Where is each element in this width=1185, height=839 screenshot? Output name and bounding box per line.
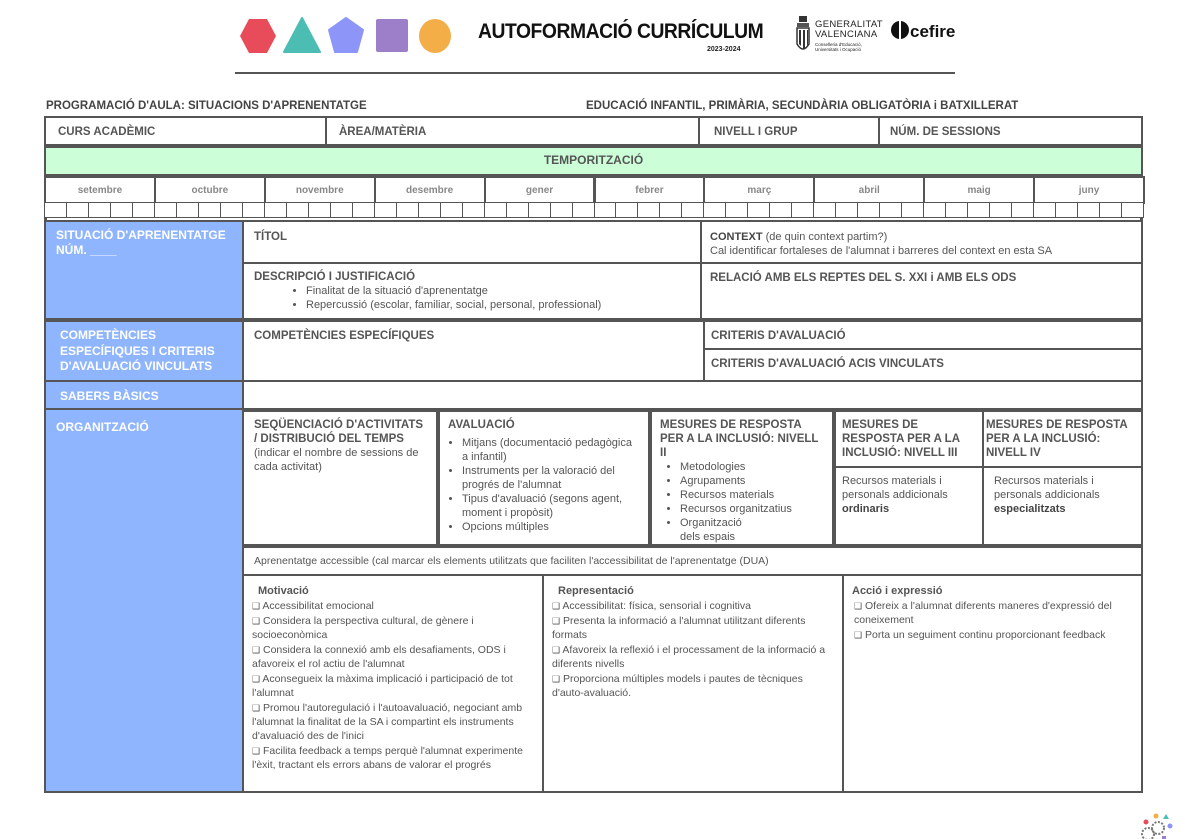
week-cell[interactable] bbox=[659, 202, 682, 218]
week-cell[interactable] bbox=[528, 202, 551, 218]
checkbox-icon[interactable]: ❑ bbox=[552, 601, 561, 611]
descripcio-label: DESCRIPCIÓ I JUSTIFICACIÓ bbox=[254, 271, 416, 283]
week-cell[interactable] bbox=[747, 202, 770, 218]
week-cell[interactable] bbox=[396, 202, 419, 218]
week-cell[interactable] bbox=[418, 202, 441, 218]
week-cell[interactable] bbox=[352, 202, 375, 218]
competencies-label: COMPETÈNCIES ESPECÍFIQUES I CRITERIS D'AVALUACIÓ VINCULATS bbox=[60, 328, 215, 373]
week-cell[interactable] bbox=[769, 202, 792, 218]
dua-checklist-item[interactable] bbox=[252, 614, 534, 642]
week-cell[interactable] bbox=[1055, 202, 1078, 218]
avaluacio-item: • Opcions múltiples bbox=[462, 520, 640, 534]
avaluacio-title: AVALUACIÓ bbox=[448, 419, 515, 431]
checkbox-icon[interactable]: ❑ bbox=[252, 616, 261, 626]
inclusio-nivell2-field[interactable] bbox=[650, 410, 834, 546]
inclusio-nivell4-field[interactable] bbox=[982, 466, 1143, 546]
week-cell[interactable] bbox=[66, 202, 89, 218]
inclusio-nivell4-title: MESURES DE RESPOSTA PER A LA INCLUSIÓ: NIVELL IV bbox=[986, 419, 1128, 459]
checklist-text: Afavoreix la reflexió i el processament de la informació a diferents nivells bbox=[552, 644, 826, 670]
motivacio-panel bbox=[242, 574, 544, 793]
checklist-text: Considera la perspectiva cultural, de gènere i socioeconòmica bbox=[252, 615, 474, 641]
gva-line1: GENERALITAT bbox=[815, 19, 883, 30]
week-cell[interactable] bbox=[44, 202, 67, 218]
relacio-ods-label: RELACIÓ AMB ELS REPTES DEL S. XXI i AMB ELS ODS bbox=[710, 272, 1017, 284]
situacio-label: SITUACIÓ D'APRENENTATGE NÚM. ____ bbox=[56, 228, 226, 257]
criteris-acis-label: CRITERIS D'AVALUACIÓ ACIS VINCULATS bbox=[711, 358, 944, 370]
week-cell[interactable] bbox=[989, 202, 1012, 218]
doc-label-right: EDUCACIÓ INFANTIL, PRIMÀRIA, SECUNDÀRIA OBLIGATÒRIA i BATXILLERAT bbox=[586, 100, 1019, 112]
week-cell[interactable] bbox=[242, 202, 265, 218]
dua-checklist-item[interactable] bbox=[252, 643, 534, 671]
inclusio-nivell4-header bbox=[982, 410, 1143, 468]
week-cell[interactable] bbox=[725, 202, 748, 218]
sabers-label: SABERS BÀSICS bbox=[60, 389, 159, 403]
checklist-text: Proporciona múltiples models i pautes de tècniques d'auto-avaluació. bbox=[552, 673, 803, 699]
dua-checklist-item[interactable] bbox=[852, 599, 1133, 627]
gears-logo-icon bbox=[1138, 812, 1178, 839]
temporitzacio-header bbox=[44, 146, 1143, 176]
num-sessions-label: NÚM. DE SESSIONS bbox=[890, 126, 1001, 138]
organitzacio-section-label bbox=[44, 408, 244, 793]
checkbox-icon[interactable]: ❑ bbox=[252, 645, 261, 655]
sequenciacio-field[interactable] bbox=[242, 410, 438, 546]
nivell2-item: • Recursos organitzatius bbox=[680, 502, 824, 516]
dua-checklist-item[interactable] bbox=[252, 744, 534, 772]
criteris-acis-field[interactable] bbox=[703, 348, 1143, 382]
week-cell[interactable] bbox=[330, 202, 353, 218]
week-cell[interactable] bbox=[594, 202, 617, 218]
dua-checklist-item[interactable] bbox=[252, 672, 534, 700]
month-novembre: novembre bbox=[264, 176, 376, 204]
generalitat-logo bbox=[795, 16, 885, 60]
month-desembre: desembre bbox=[374, 176, 486, 204]
month-abril: abril bbox=[813, 176, 925, 204]
week-cell[interactable] bbox=[374, 202, 397, 218]
sabers-basics-field[interactable] bbox=[242, 380, 1143, 410]
gva-sub1: Conselleria d'Educació, bbox=[815, 42, 862, 47]
week-cell[interactable] bbox=[681, 202, 704, 218]
week-cell[interactable] bbox=[813, 202, 836, 218]
checklist-text: Promou l'autoregulació i l'autoavaluació, negociant amb l'alumnat la finalitat de la SA i compartint els instruments d'avaluació des de l'inici bbox=[252, 702, 523, 742]
descripcio-item: • Repercussió (escolar, familiar, social, personal, professional) bbox=[306, 298, 690, 312]
nivell-grup-field[interactable] bbox=[698, 116, 880, 146]
inclusio-nivell3-title: MESURES DE RESPOSTA PER A LA INCLUSIÓ: NIVELL III bbox=[842, 419, 960, 459]
avaluacio-item: • Mitjans (documentació pedagògica a infantil) bbox=[462, 436, 640, 464]
inclusio-nivell3-field[interactable] bbox=[834, 466, 984, 546]
motivacio-list bbox=[252, 599, 534, 772]
checkbox-icon[interactable]: ❑ bbox=[252, 674, 261, 684]
week-cell[interactable] bbox=[857, 202, 880, 218]
nivell4-bold: especialitzats bbox=[994, 503, 1066, 515]
week-cell[interactable] bbox=[1121, 202, 1144, 218]
week-cell[interactable] bbox=[1099, 202, 1122, 218]
week-cell[interactable] bbox=[967, 202, 990, 218]
titol-field[interactable] bbox=[242, 220, 702, 264]
month-octubre: octubre bbox=[154, 176, 266, 204]
organitzacio-label: ORGANITZACIÓ bbox=[56, 420, 149, 434]
month-març: març bbox=[703, 176, 815, 204]
page-title: AUTOFORMACIÓ CURRÍCULUM bbox=[478, 20, 764, 43]
motivacio-title: Motivació bbox=[258, 585, 309, 597]
header-divider bbox=[235, 72, 955, 74]
num-sessions-field[interactable] bbox=[878, 116, 1143, 146]
week-cell[interactable] bbox=[703, 202, 726, 218]
month-setembre: setembre bbox=[44, 176, 156, 204]
competencies-section-label bbox=[44, 320, 244, 382]
situacio-section-label bbox=[44, 220, 244, 320]
checklist-text: Presenta la informació a l'alumnat utilitzant diferents formats bbox=[552, 615, 806, 641]
checklist-text: Accessibilitat emocional bbox=[262, 600, 374, 612]
competencies-especifiques-label: COMPETÈNCIES ESPECÍFIQUES bbox=[254, 330, 435, 342]
week-cell[interactable] bbox=[572, 202, 595, 218]
dua-checklist-item[interactable] bbox=[552, 614, 834, 642]
dua-checklist-item[interactable] bbox=[552, 599, 834, 613]
week-cell[interactable] bbox=[506, 202, 529, 218]
week-cell[interactable] bbox=[264, 202, 287, 218]
competencies-especifiques-field[interactable] bbox=[242, 320, 706, 382]
nivell3-text: Recursos materials i personals addicionals bbox=[842, 475, 948, 501]
context-question: (de quin context partim?) bbox=[762, 231, 888, 243]
pentagon-logo-icon bbox=[328, 17, 364, 53]
area-materia-field[interactable] bbox=[325, 116, 700, 146]
week-cell[interactable] bbox=[1077, 202, 1100, 218]
week-cell[interactable] bbox=[154, 202, 177, 218]
accio-list bbox=[852, 599, 1133, 642]
checklist-text: Porta un seguiment continu proporcionant feedback bbox=[865, 629, 1106, 641]
hexagon-logo-icon bbox=[239, 18, 277, 54]
cefire-text: cefire bbox=[910, 22, 956, 41]
week-cell[interactable] bbox=[835, 202, 858, 218]
criteris-avaluacio-field[interactable] bbox=[703, 320, 1143, 350]
nivell2-item: • Organització dels espais bbox=[680, 516, 750, 544]
relacio-ods-field[interactable] bbox=[700, 262, 1143, 320]
inclusio-nivell2-title: MESURES DE RESPOSTA PER A LA INCLUSIÓ: NIVELL II bbox=[660, 419, 819, 459]
representacio-title: Representació bbox=[558, 585, 634, 597]
dua-checklist-item[interactable] bbox=[552, 672, 834, 700]
avaluacio-item: • Tipus d'avaluació (segons agent, moment i propòsit) bbox=[462, 492, 640, 520]
representacio-list bbox=[552, 599, 834, 700]
checklist-text: Facilita feedback a temps perquè l'alumnat experimente l'èxit, tractant els errors abans de valorar el progrés bbox=[252, 745, 523, 771]
sabers-section-label bbox=[44, 380, 244, 410]
week-cell[interactable] bbox=[220, 202, 243, 218]
circle-logo-icon bbox=[417, 18, 453, 54]
square-logo-icon bbox=[375, 18, 409, 53]
checkbox-icon[interactable]: ❑ bbox=[252, 601, 261, 611]
nivell-grup-label: NIVELL I GRUP bbox=[714, 126, 798, 138]
week-cell[interactable] bbox=[110, 202, 133, 218]
checkbox-icon[interactable]: ❑ bbox=[552, 674, 561, 684]
context-description: Cal identificar fortaleses de l'alumnat i barreres del context en esta SA bbox=[710, 245, 1053, 257]
month-febrer: febrer bbox=[594, 176, 706, 204]
week-cell[interactable] bbox=[1011, 202, 1034, 218]
week-cell[interactable] bbox=[440, 202, 463, 218]
week-cell[interactable] bbox=[286, 202, 309, 218]
accio-title: Acció i expressió bbox=[852, 585, 943, 597]
checkbox-icon[interactable]: ❑ bbox=[552, 616, 561, 626]
context-label: CONTEXT bbox=[710, 231, 763, 243]
cefire-icon bbox=[890, 20, 910, 40]
descripcio-field[interactable] bbox=[242, 262, 702, 320]
accio-panel bbox=[842, 574, 1143, 793]
week-cell[interactable] bbox=[879, 202, 902, 218]
avaluacio-field[interactable] bbox=[438, 410, 650, 546]
nivell2-item: • Metodologies bbox=[680, 460, 824, 474]
inclusio-nivell3-header bbox=[834, 410, 984, 468]
dua-checklist-item[interactable] bbox=[552, 643, 834, 671]
checkbox-icon[interactable]: ❑ bbox=[252, 746, 261, 756]
triangle-logo-icon bbox=[283, 17, 321, 53]
week-cell[interactable] bbox=[176, 202, 199, 218]
week-cell[interactable] bbox=[615, 202, 638, 218]
avaluacio-item: • Instruments per la valoració del progrés de l'alumnat bbox=[462, 464, 640, 492]
dua-note bbox=[242, 546, 1143, 576]
week-cell[interactable] bbox=[637, 202, 660, 218]
checklist-text: Accessibilitat: física, sensorial i cognitiva bbox=[562, 600, 751, 612]
representacio-panel bbox=[542, 574, 844, 793]
titol-label: TÍTOL bbox=[254, 231, 288, 243]
week-cell[interactable] bbox=[791, 202, 814, 218]
month-juny: juny bbox=[1033, 176, 1145, 204]
gva-line2: VALENCIANA bbox=[815, 29, 878, 40]
month-maig: maig bbox=[923, 176, 1035, 204]
week-cell[interactable] bbox=[132, 202, 155, 218]
curs-academic-label: CURS ACADÈMIC bbox=[58, 126, 156, 138]
nivell2-item: • Agrupaments bbox=[680, 474, 824, 488]
temporitzacio-title: TEMPORITZACIÓ bbox=[543, 153, 644, 167]
nivell4-text: Recursos materials i personals addicionals bbox=[994, 475, 1100, 501]
context-field[interactable] bbox=[700, 220, 1143, 264]
checkbox-icon[interactable]: ❑ bbox=[252, 703, 261, 713]
year-label: 2023-2024 bbox=[707, 46, 741, 53]
sequenciacio-note: (indicar el nombre de sessions de cada activitat) bbox=[254, 447, 419, 473]
week-cell[interactable] bbox=[484, 202, 507, 218]
week-cell[interactable] bbox=[198, 202, 221, 218]
dua-checklist-item[interactable] bbox=[852, 628, 1133, 642]
dua-checklist-item[interactable] bbox=[252, 701, 534, 743]
month-gener: gener bbox=[484, 176, 596, 204]
nivell3-bold: ordinaris bbox=[842, 503, 890, 515]
cefire-logo bbox=[890, 20, 955, 42]
checklist-text: Aconsegueix la màxima implicació i participació de tot l'alumnat bbox=[252, 673, 513, 699]
area-materia-label: ÀREA/MATÈRIA bbox=[339, 126, 427, 138]
checkbox-icon[interactable]: ❑ bbox=[552, 645, 561, 655]
week-cell[interactable] bbox=[88, 202, 111, 218]
nivell2-item: • Recursos materials bbox=[680, 488, 824, 502]
descripcio-item: • Finalitat de la situació d'aprenentatge bbox=[306, 284, 690, 298]
sequenciacio-title: SEQÜENCIACIÓ D'ACTIVITATS / DISTRIBUCIÓ DEL TEMPS bbox=[254, 419, 424, 445]
checklist-text: Considera la connexió amb els desafiaments, ODS i afavoreix el rol actiu de l'alumnat bbox=[252, 644, 506, 670]
week-cell[interactable] bbox=[923, 202, 946, 218]
week-cell[interactable] bbox=[308, 202, 331, 218]
dua-checklist-item[interactable] bbox=[252, 599, 534, 613]
week-cell[interactable] bbox=[462, 202, 485, 218]
criteris-avaluacio-label: CRITERIS D'AVALUACIÓ bbox=[711, 330, 846, 342]
checkbox-icon[interactable]: ❑ bbox=[854, 630, 863, 640]
coat-of-arms-icon bbox=[795, 16, 811, 56]
checklist-text: Ofereix a l'alumnat diferents maneres d'expressió del coneixement bbox=[854, 600, 1112, 626]
curs-academic-field[interactable] bbox=[44, 116, 327, 146]
week-cell[interactable] bbox=[1033, 202, 1056, 218]
checkbox-icon[interactable]: ❑ bbox=[854, 601, 863, 611]
doc-label-left: PROGRAMACIÓ D'AULA: SITUACIONS D'APRENENTATGE bbox=[46, 100, 367, 112]
week-cell[interactable] bbox=[901, 202, 924, 218]
week-cell[interactable] bbox=[550, 202, 573, 218]
gva-sub2: Universitats i Ocupació bbox=[815, 47, 862, 52]
week-cell[interactable] bbox=[945, 202, 968, 218]
dua-note-text: Aprenentatge accessible (cal marcar els elements utilitzats que faciliten l'accessibilitat de l'aprenentatge (DUA) bbox=[254, 555, 769, 567]
